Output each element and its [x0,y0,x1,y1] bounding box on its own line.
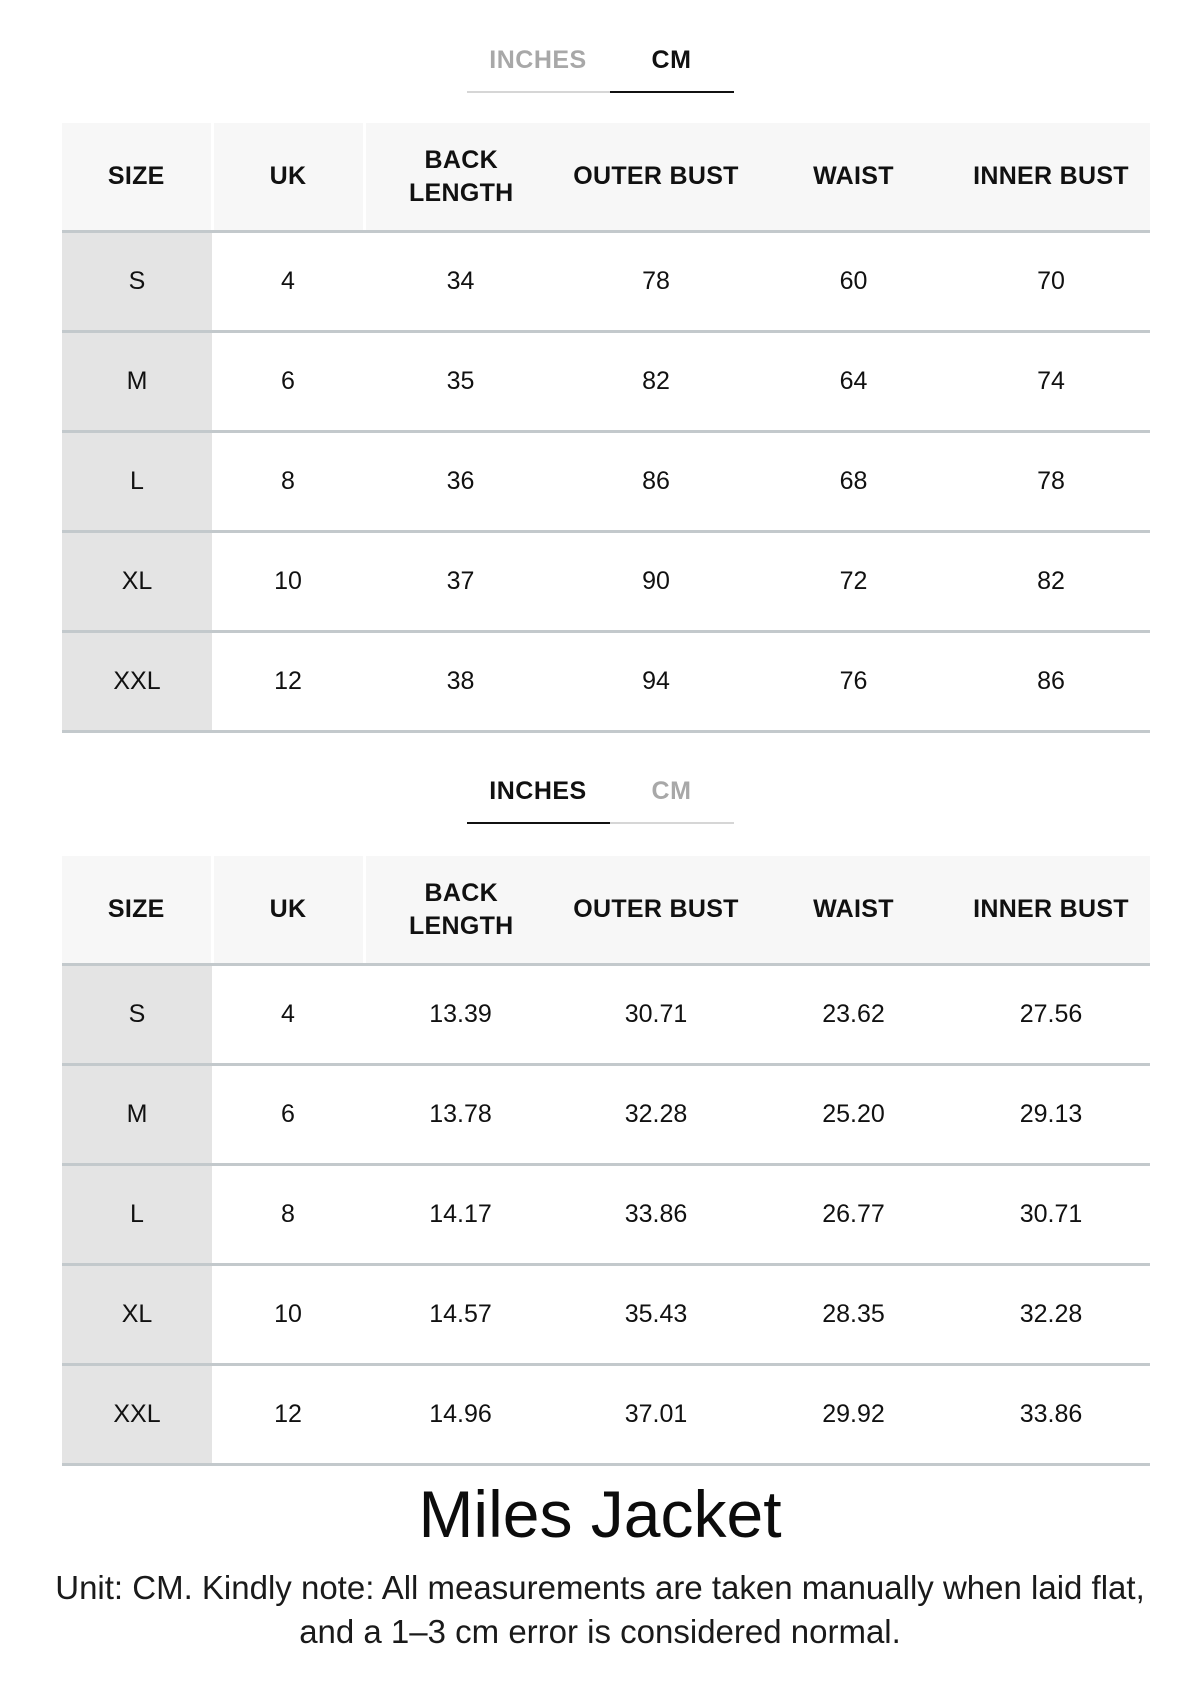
column-header: OUTER BUST [557,123,755,232]
measurement-cell: 94 [557,632,755,732]
measurement-cell: 35.43 [557,1265,755,1365]
size-label-cell: S [62,232,212,332]
column-header [364,123,557,232]
column-header [364,856,557,965]
table-row [62,1165,1150,1265]
measurement-cell: 10 [212,1265,364,1365]
measurement-cell: 27.56 [952,965,1150,1065]
size-label-cell: M [62,1065,212,1165]
measurement-cell: 33.86 [952,1365,1150,1465]
table-header-row [62,123,1150,232]
measurement-cell: 90 [557,532,755,632]
table-row [62,332,1150,432]
table-row [62,232,1150,332]
size-label-cell: XL [62,1265,212,1365]
measurement-cell: 32.28 [952,1265,1150,1365]
size-label-cell: S [62,965,212,1065]
measurement-cell: 14.57 [364,1265,557,1365]
measurement-cell: 26.77 [755,1165,952,1265]
tab-inches[interactable]: INCHES [467,46,610,93]
measurement-cell: 13.39 [364,965,557,1065]
measurement-cell: 86 [557,432,755,532]
measurement-cell: 64 [755,332,952,432]
measurement-cell: 30.71 [952,1165,1150,1265]
size-chart-table-cm [62,123,1150,733]
measurement-cell: 6 [212,1065,364,1165]
column-header: UK [212,856,364,965]
measurement-cell: 38 [364,632,557,732]
measurement-cell: 30.71 [557,965,755,1065]
measurement-cell: 37.01 [557,1365,755,1465]
measurement-note: Unit: CM. Kindly note: All measurements are taken manually when laid flat, and a 1–3 cm error is considered normal. [55,1569,1145,1650]
size-label-cell: XXL [62,632,212,732]
tab-inches[interactable]: INCHES [467,777,610,824]
measurement-cell: 82 [557,332,755,432]
table-row [62,632,1150,732]
measurement-cell: 34 [364,232,557,332]
unit-tabs [467,777,734,824]
column-header-text: BACK LENGTH [408,878,514,940]
measurement-cell: 32.28 [557,1065,755,1165]
measurement-cell: 86 [952,632,1150,732]
measurement-cell: 37 [364,532,557,632]
measurement-cell: 12 [212,632,364,732]
measurement-cell: 36 [364,432,557,532]
measurement-cell: 82 [952,532,1150,632]
measurement-cell: 23.62 [755,965,952,1065]
size-label-cell: L [62,1165,212,1265]
measurement-cell: 10 [212,532,364,632]
table-row [62,1265,1150,1365]
measurement-cell: 25.20 [755,1065,952,1165]
measurement-cell: 14.96 [364,1365,557,1465]
column-header: WAIST [755,856,952,965]
size-label-cell: XXL [62,1365,212,1465]
unit-tabs-inches-section [0,777,1200,824]
measurement-cell: 8 [212,1165,364,1265]
measurement-cell: 33.86 [557,1165,755,1265]
table-row [62,1065,1150,1165]
measurement-cell: 4 [212,232,364,332]
measurement-cell: 72 [755,532,952,632]
table-row [62,1365,1150,1465]
table-row [62,532,1150,632]
measurement-cell: 14.17 [364,1165,557,1265]
measurement-cell: 12 [212,1365,364,1465]
column-header: OUTER BUST [557,856,755,965]
column-header-text: BACK LENGTH [408,145,514,207]
measurement-cell: 70 [952,232,1150,332]
size-label-cell: M [62,332,212,432]
size-label-cell: L [62,432,212,532]
measurement-cell: 8 [212,432,364,532]
tab-cm[interactable]: CM [610,777,734,824]
column-header: WAIST [755,123,952,232]
table-header-row [62,856,1150,965]
product-title: Miles Jacket [418,1477,782,1551]
column-header: INNER BUST [952,123,1150,232]
measurement-cell: 60 [755,232,952,332]
measurement-cell: 29.92 [755,1365,952,1465]
column-header: SIZE [62,123,212,232]
unit-tabs [467,46,734,93]
measurement-cell: 35 [364,332,557,432]
measurement-cell: 4 [212,965,364,1065]
column-header: SIZE [62,856,212,965]
measurement-cell: 78 [557,232,755,332]
measurement-cell: 74 [952,332,1150,432]
size-chart-table-inches [62,856,1150,1466]
tab-cm[interactable]: CM [610,46,734,93]
measurement-cell: 28.35 [755,1265,952,1365]
measurement-cell: 6 [212,332,364,432]
measurement-cell: 68 [755,432,952,532]
column-header: UK [212,123,364,232]
measurement-cell: 78 [952,432,1150,532]
column-header: INNER BUST [952,856,1150,965]
size-label-cell: XL [62,532,212,632]
table-row [62,432,1150,532]
table-row [62,965,1150,1065]
measurement-cell: 13.78 [364,1065,557,1165]
measurement-cell: 76 [755,632,952,732]
measurement-cell: 29.13 [952,1065,1150,1165]
unit-tabs-cm-section [0,46,1200,93]
